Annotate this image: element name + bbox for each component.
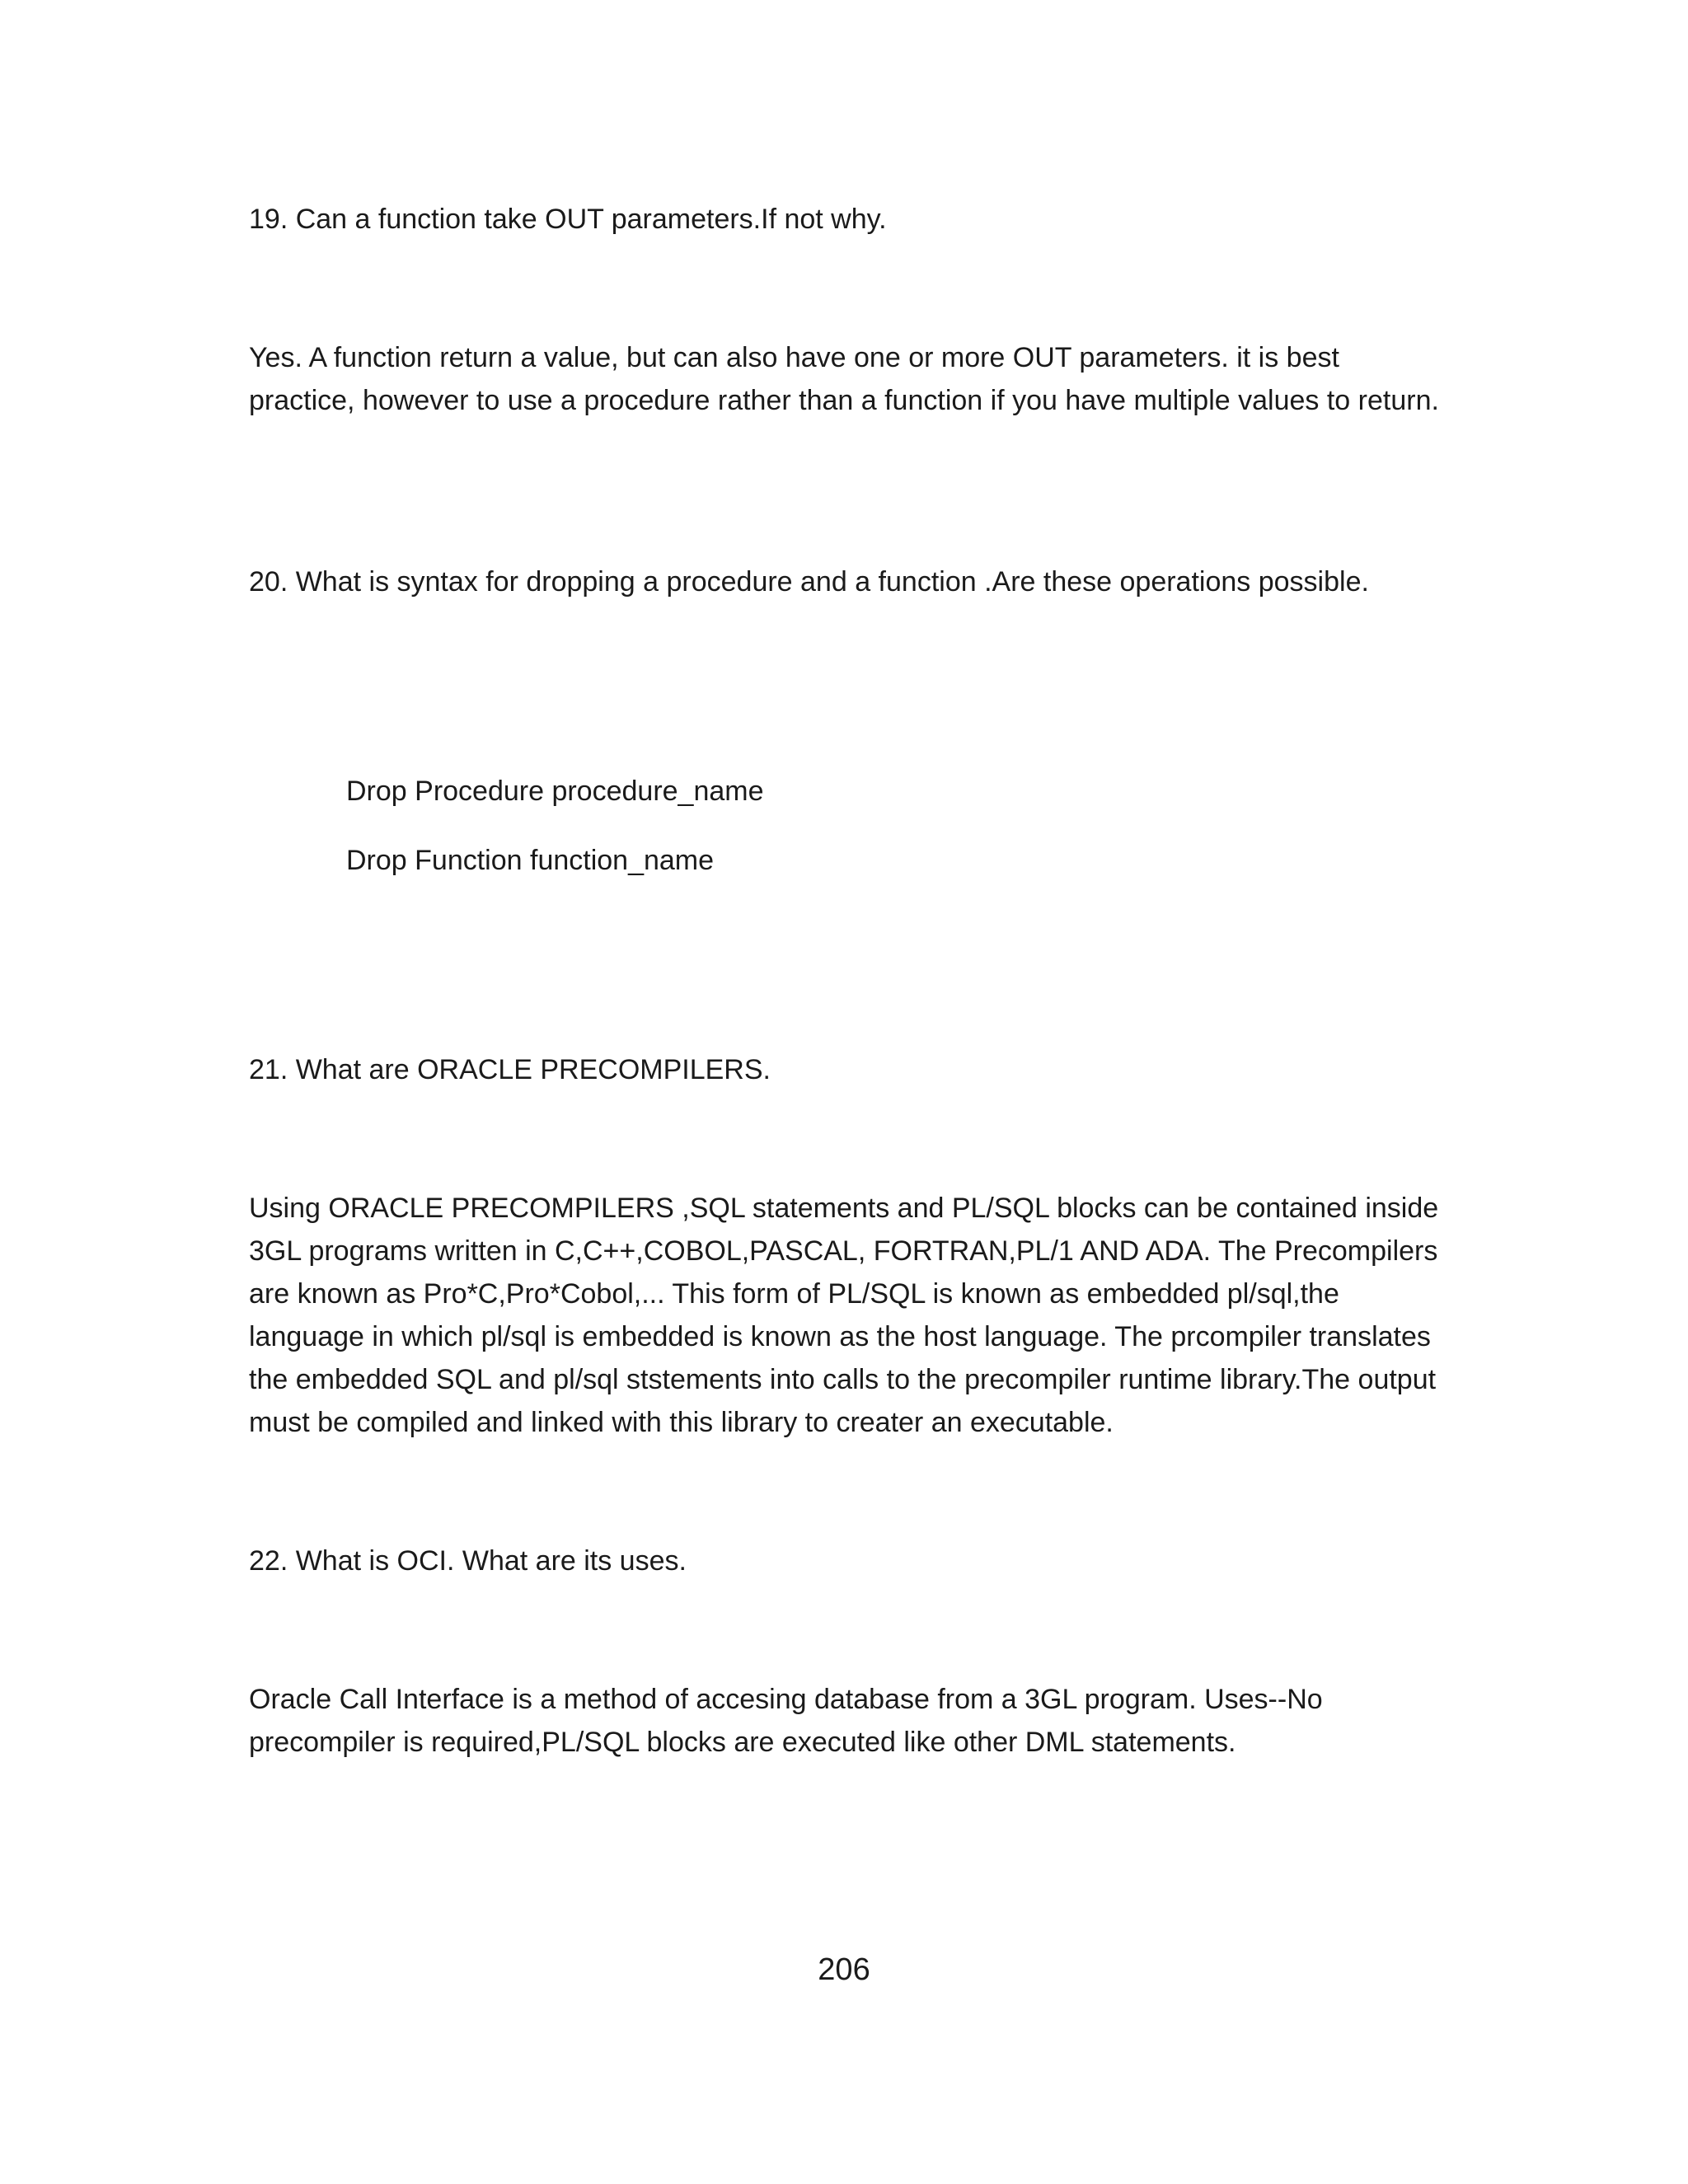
question-20: 20. What is syntax for dropping a procedure and a function .Are these operations possible. [249, 566, 1369, 598]
code-drop-procedure: Drop Procedure procedure_name [346, 776, 764, 807]
question-19: 19. Can a function take OUT parameters.If not why. [249, 204, 887, 235]
answer-19: Yes. A function return a value, but can also have one or more OUT parameters. it is best practice, however to use a procedure rather than a function if you have multiple values to return. [249, 342, 1439, 416]
answer-22: Oracle Call Interface is a method of accesing database from a 3GL program. Uses--No precompiler is required,PL/SQL blocks are executed like other DML statements. [249, 1684, 1323, 1758]
answer-21: Using ORACLE PRECOMPILERS ,SQL statements and PL/SQL blocks can be contained inside 3GL programs written in C,C++,COBOL,PASCAL, FORTRAN,PL/1 AND ADA. The Precompilers are known as Pro*C,Pro*Cobol,... This form of PL/SQL is known as embedded pl/sql,the language in which pl/sql is embedded is known as the host language. The prcompiler translates the embedded SQL and pl/sql ststements into calls to the precompiler runtime library.The output must be compiled and linked with this library to creater an executable. [249, 1193, 1439, 1438]
page-number: 206 [818, 1952, 870, 1987]
code-drop-function: Drop Function function_name [346, 845, 715, 876]
question-22: 22. What is OCI. What are its uses. [249, 1545, 687, 1577]
question-21: 21. What are ORACLE PRECOMPILERS. [249, 1054, 771, 1085]
